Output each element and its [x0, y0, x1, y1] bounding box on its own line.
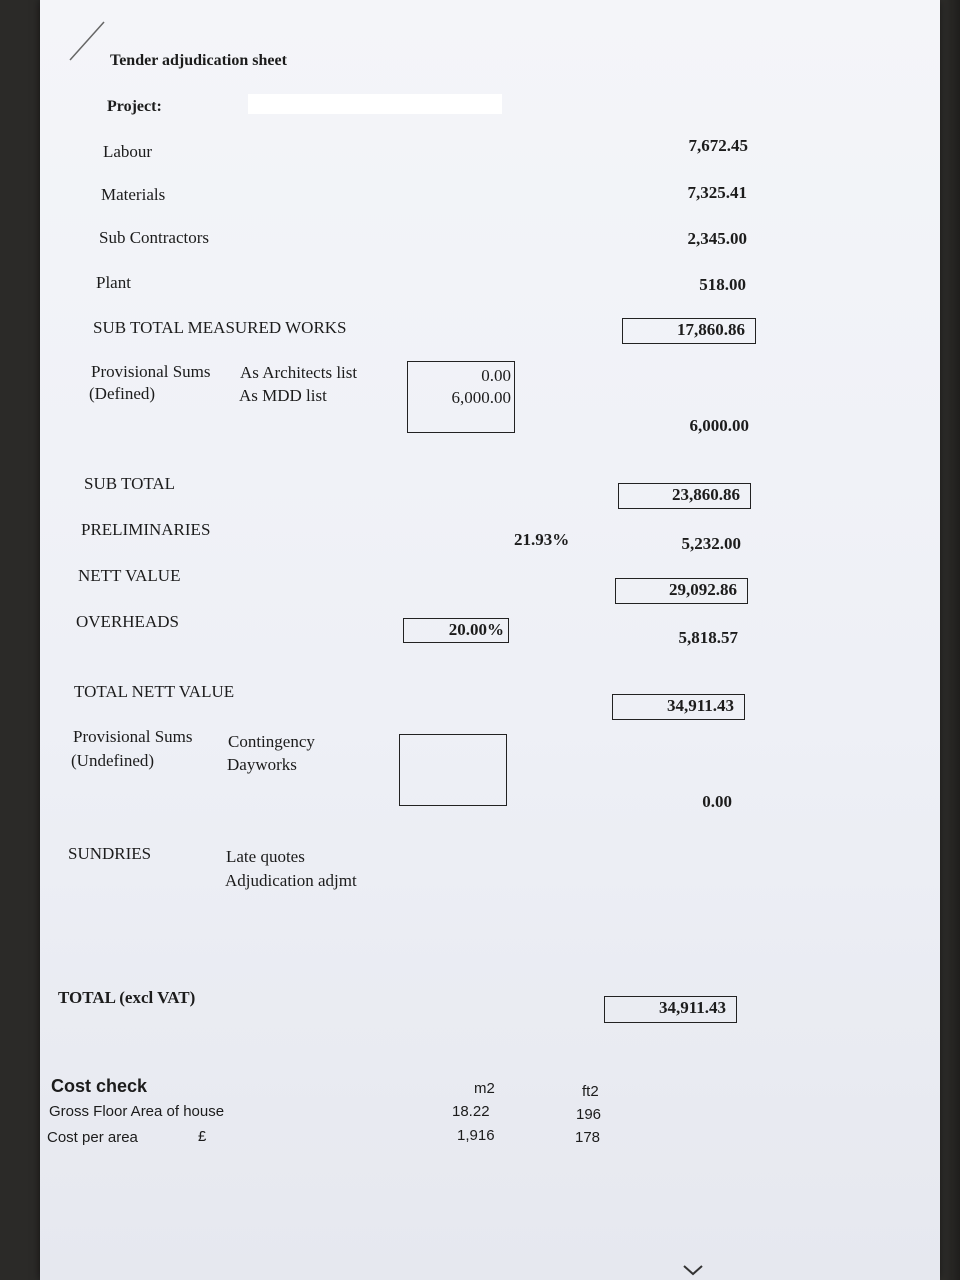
sub-total-label: SUB TOTAL [84, 474, 176, 493]
prov-undefined-label: Provisional Sums [73, 727, 193, 746]
sub-contractors-label: Sub Contractors [99, 228, 210, 247]
currency-symbol: £ [198, 1128, 207, 1145]
architects-list-label: As Architects list [240, 363, 358, 382]
sub-contractors-value: 2,345.00 [687, 229, 747, 248]
col-ft2-header: ft2 [582, 1083, 599, 1100]
overheads-percent-box: 20.00% [403, 618, 509, 643]
prov-defined-total: 6,000.00 [689, 416, 749, 435]
project-label: Project: [107, 98, 162, 115]
nett-value-label: NETT VALUE [78, 566, 181, 585]
pen-stroke-mark [64, 20, 108, 64]
total-nett-value-label: TOTAL NETT VALUE [74, 682, 235, 701]
sub-total-measured-label: SUB TOTAL MEASURED WORKS [93, 318, 347, 337]
plant-label: Plant [96, 273, 131, 292]
sundries-label: SUNDRIES [68, 844, 152, 863]
mdd-list-label: As MDD list [239, 386, 327, 405]
mdd-list-value: 6,000.00 [451, 388, 511, 407]
contingency-label: Contingency [228, 732, 315, 751]
total-nett-value-box: 34,911.43 [612, 694, 745, 720]
late-quotes-label: Late quotes [226, 847, 305, 866]
sub-total-box: 23,860.86 [618, 483, 751, 509]
total-excl-vat-box: 34,911.43 [604, 996, 737, 1023]
cost-m2-value: 1,916 [457, 1127, 495, 1144]
chevron-down-icon [682, 1264, 704, 1276]
col-m2-header: m2 [474, 1080, 495, 1097]
prov-undefined-sublabel: (Undefined) [71, 751, 155, 770]
project-name-redaction [248, 94, 502, 114]
preliminaries-value: 5,232.00 [681, 534, 741, 553]
labour-value: 7,672.45 [688, 136, 748, 155]
adjudication-adjmt-label: Adjudication adjmt [225, 871, 357, 890]
preliminaries-label: PRELIMINARIES [81, 520, 211, 539]
gfa-m2-value: 18.22 [452, 1103, 490, 1120]
gfa-label: Gross Floor Area of house [49, 1103, 225, 1120]
materials-value: 7,325.41 [687, 183, 747, 202]
labour-label: Labour [103, 142, 153, 161]
dayworks-label: Dayworks [227, 755, 297, 774]
nett-value-box: 29,092.86 [615, 578, 748, 604]
overheads-label: OVERHEADS [76, 612, 179, 631]
total-excl-vat-label: TOTAL (excl VAT) [58, 988, 196, 1007]
paper-sheet [40, 0, 940, 1280]
cost-check-heading: Cost check [51, 1076, 148, 1096]
plant-value: 518.00 [699, 275, 746, 294]
cost-per-area-label: Cost per area [47, 1129, 138, 1146]
prov-undefined-box [399, 734, 507, 806]
prov-undefined-total: 0.00 [702, 792, 732, 811]
materials-label: Materials [101, 185, 166, 204]
architects-list-value: 0.00 [481, 366, 511, 385]
sheet-title: Tender adjudication sheet [110, 52, 287, 69]
prov-defined-sublabel: (Defined) [89, 384, 156, 403]
preliminaries-percent: 21.93% [514, 530, 570, 549]
gfa-ft2-value: 196 [576, 1106, 602, 1123]
sub-total-measured-box: 17,860.86 [622, 318, 756, 344]
cost-ft2-value: 178 [575, 1129, 601, 1146]
overheads-value: 5,818.57 [678, 628, 738, 647]
prov-defined-label: Provisional Sums [91, 362, 211, 381]
